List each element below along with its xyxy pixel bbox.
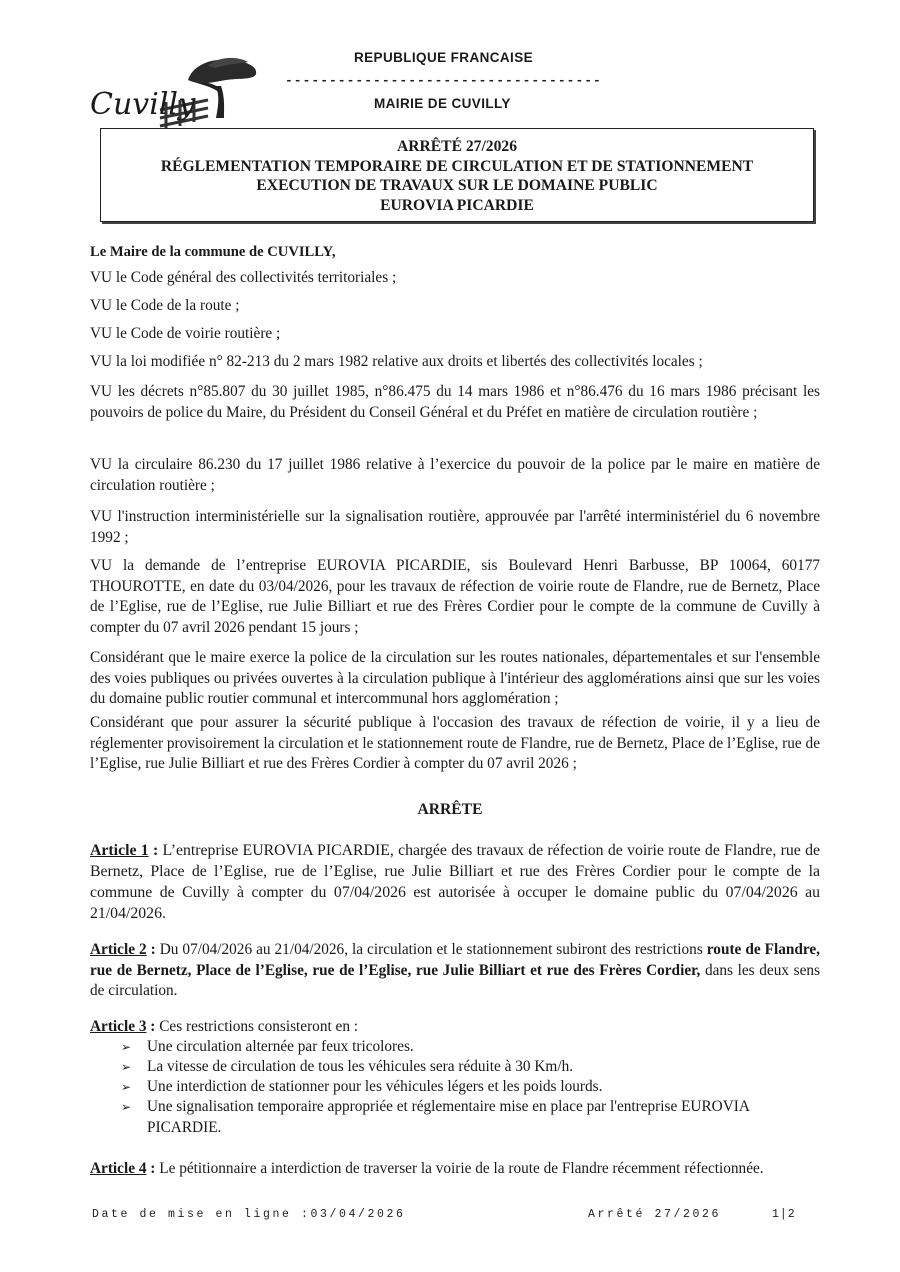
considerant-paragraph: Considérant que pour assurer la sécurité publique à l'occasion des travaux de réfection de voirie, il y a lieu de réglementer provisoirement la circulation et le stationnement route de Flandre, rue de Bernetz, Place de l’Eglise, rue de l’Eglise, rue Julie Billiart et rue des Frères Cordier à compter du 07 avril 2026 ; [90,714,820,772]
tree-fence-logo-icon [88,52,263,132]
list-item: ➢ Une signalisation temporaire appropriée et réglementaire mise en place par l'entreprise EUROVIA PICARDIE. [121,1098,750,1136]
vu-paragraph: VU les décrets n°85.807 du 30 juillet 1985, n°86.475 du 14 mars 1986 et n°86.476 du 16 mars 1986 précisant les pouvoirs de police du Maire, du Président du Conseil Général et du Préfet en matière de circulation routière ; [90,383,820,421]
considerant-paragraph: Considérant que le maire exerce la police de la circulation sur les routes nationales, départementales et sur l'ensemble des voies publiques ou privées ouvertes à la circulation publique à l'intérieur des agglomérations ainsi que sur les voies du domaine public routier communal et intercommunal hors agglomération ; [90,649,820,707]
article-4: Article 4 : Le pétitionnaire a interdiction de traverser la voirie de la route de Flandre récemment réfectionnée. [90,1160,764,1177]
arrete-title-box [100,128,814,222]
vu-paragraph: VU la circulaire 86.230 du 17 juillet 1986 relative à l’exercice du pouvoir de la police par le maire en matière de circulation routière ; [90,456,820,494]
article-3-label: Article 3 [90,1018,147,1035]
article-2: Article 2 : Du 07/04/2026 au 21/04/2026, la circulation et le stationnement subiront des restrictions route de Flandre, rue de Bernetz, Place de l’Eglise, rue de l’Eglise, rue Julie Billiart et rue des Frères Cordier, dans les deux sens de circulation. [90,941,820,999]
mayor-line: Le Maire de la commune de CUVILLY, [90,244,336,260]
arrow-bullet-icon: ➢ [121,1060,132,1074]
article-3: Article 3 : Ces restrictions consisteront en : [90,1018,359,1035]
svg-text:Cuvilly: Cuvilly [90,87,195,122]
article-1-text: L’entreprise EUROVIA PICARDIE, chargée des travaux de réfection de voirie route de Flandre, rue de Bernetz, Place de l’Eglise, rue de l’Eglise, rue Julie Billiart et rue des Frères Cordier pour le compte de la commune de Cuvilly à compter du 07/04/2026 est autorisée à occuper le domaine public du 07/04/2026 au 21/04/2026. [90,842,820,922]
footer-online-date: Date de mise en ligne :03/04/2026 [92,1208,406,1221]
vu-line: VU le Code général des collectivités territoriales ; [90,269,397,286]
article-2-tail: dans les deux sens de circulation. [90,961,820,999]
arrete-company: EUROVIA PICARDIE [380,196,534,214]
article-1-label: Article 1 [90,842,149,859]
vu-paragraph: VU la demande de l’entreprise EUROVIA PICARDIE, sis Boulevard Henri Barbusse, BP 10064, 60177 THOUROTTE, en date du 03/04/2026, pour les travaux de réfection de voirie route de Flandre, rue de Bernetz, Place de l’Eglise, rue de l’Eglise, rue Julie Billiart et rue des Frères Cordier pour le compte de la commune de Cuvilly à compter du 07 avril 2026 pendant 15 jours ; [90,557,820,636]
vu-line: VU le Code de la route ; [90,297,240,314]
arrete-subject-line: RÉGLEMENTATION TEMPORAIRE DE CIRCULATION ET DE STATIONNEMENT [160,157,754,175]
vu-paragraph: VU l'instruction interministérielle sur la signalisation routière, approuvée par l'arrêté interministériel du 6 novembre 1992 ; [90,508,820,546]
arrete-heading: ARRÊTE [417,801,483,818]
article-1: Article 1 : L’entreprise EUROVIA PICARDIE, chargée des travaux de réfection de voirie route de Flandre, rue de Bernetz, Place de l’Eglise, rue de l’Eglise, rue Julie Billiart et rue des Frères Cordier pour le compte de la commune de Cuvilly à compter du 07/04/2026 est autorisée à occuper le domaine public du 07/04/2026 au 21/04/2026. [90,842,820,922]
arrete-number: ARRÊTÉ 27/2026 [397,138,517,155]
article-4-label: Article 4 [90,1160,147,1177]
article-4-text: Le pétitionnaire a interdiction de traverser la voirie de la route de Flandre récemment réfectionnée. [159,1160,764,1177]
footer-arrete-ref: Arrêté 27/2026 [588,1208,722,1221]
list-item: ➢ Une interdiction de stationner pour les véhicules légers et les poids lourds. [121,1077,821,1098]
republique-francaise: REPUBLIQUE FRANCAISE [354,50,534,65]
vu-line: VU le Code de voirie routière ; [90,325,281,342]
list-item: ➢ La vitesse de circulation de tous les véhicules sera réduite à 30 Km/h. [121,1057,821,1078]
article-3-text: Ces restrictions consisteront en : [159,1018,359,1035]
page-number: 1|2 [772,1208,796,1221]
arrow-bullet-icon: ➢ [121,1100,132,1114]
arrete-subject-line: EXECUTION DE TRAVAUX SUR LE DOMAINE PUBLIC [256,177,658,194]
mairie-name: MAIRIE DE CUVILLY [374,96,511,111]
header-divider: ------------------------------------ [285,73,602,88]
article-2-streets: route de Flandre, rue de Bernetz, Place de l’Eglise, rue de l’Eglise, rue Julie Billiart et rue des Frères Cordier, [90,941,820,979]
list-item: ➢ Une circulation alternée par feux tricolores. [121,1037,821,1058]
arrow-bullet-icon: ➢ [121,1040,132,1054]
mairie-logo [88,52,263,132]
article-2-text: Du 07/04/2026 au 21/04/2026, la circulation et le stationnement subiront des restrictions [159,941,707,958]
vu-line: VU la loi modifiée n° 82-213 du 2 mars 1982 relative aux droits et libertés des collectivités locales ; [90,353,703,370]
arrow-bullet-icon: ➢ [121,1080,132,1094]
article-2-label: Article 2 [90,941,147,958]
